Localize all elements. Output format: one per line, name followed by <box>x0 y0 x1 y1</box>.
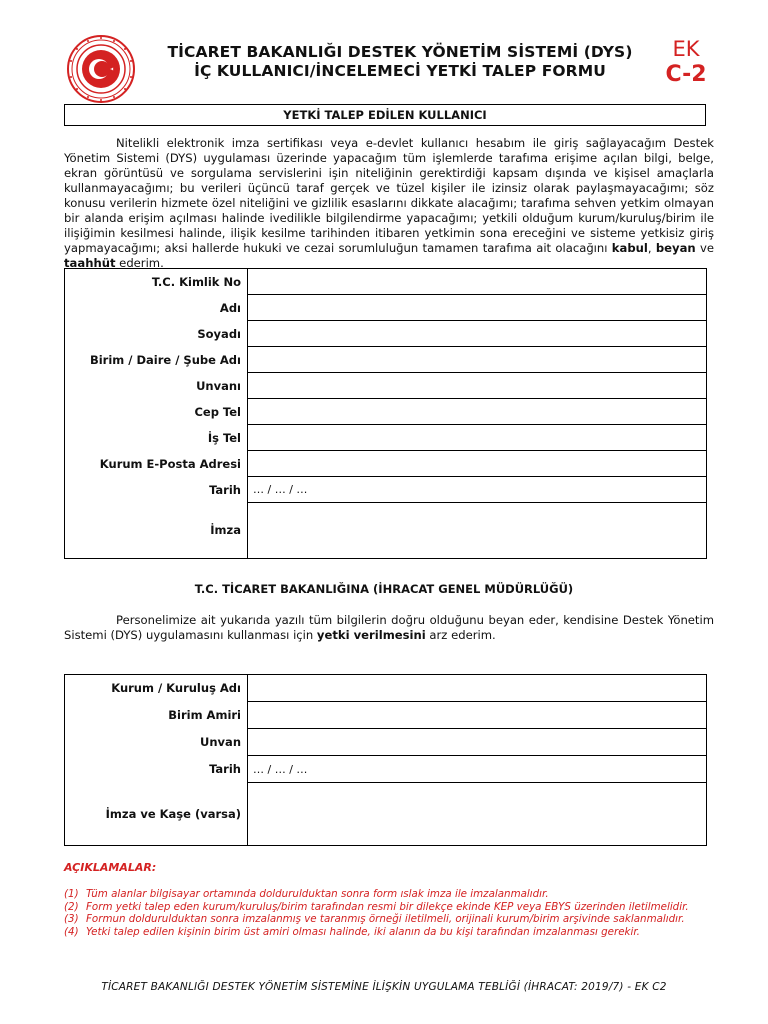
list-item <box>64 888 724 901</box>
field-row-imza <box>65 503 707 559</box>
field-label: Birim / Daire / Şube Adı <box>65 347 248 373</box>
institution-info-table <box>64 674 707 846</box>
annex-number: C-2 <box>665 62 707 87</box>
tarih-2-input[interactable]: … / … / … <box>248 756 707 783</box>
field-row-soyadi <box>65 321 707 347</box>
form-title <box>150 43 650 81</box>
keyword-beyan: beyan <box>655 241 696 255</box>
field-label: İmza <box>65 503 248 559</box>
section-title-user: YETKİ TALEP EDİLEN KULLANICI <box>64 104 706 126</box>
title-line-2: İÇ KULLANICI/İNCELEMECİ YETKİ TALEP FORMU <box>194 62 606 80</box>
adi-input[interactable] <box>248 295 707 321</box>
soyadi-input[interactable] <box>248 321 707 347</box>
field-label: Unvanı <box>65 373 248 399</box>
separator-2: ve <box>695 241 715 255</box>
field-label: Adı <box>65 295 248 321</box>
field-row-tc-kimlik <box>65 269 707 295</box>
keyword-yetki: yetki verilmesini <box>316 628 426 642</box>
cep-tel-input[interactable] <box>248 399 707 425</box>
notes-list <box>64 888 724 938</box>
field-label: Unvan <box>65 729 248 756</box>
notes-title: AÇIKLAMALAR: <box>64 861 157 874</box>
annex-code <box>656 36 716 88</box>
tarih-input[interactable]: … / … / … <box>248 477 707 503</box>
field-row-unvan <box>65 729 707 756</box>
declaration-paragraph <box>64 136 714 271</box>
list-item <box>64 913 724 926</box>
birim-input[interactable] <box>248 347 707 373</box>
imza-kase-input[interactable] <box>248 783 707 846</box>
imza-input[interactable] <box>248 503 707 559</box>
note-text: Formun doldurulduktan sonra imzalanmış ve taranmış örneği iletilmeli, orijinali kurum/birim arşivinde saklanmalıdır. <box>86 913 685 925</box>
section-title-ministry: T.C. TİCARET BAKANLIĞINA (İHRACAT GENEL MÜDÜRLÜĞÜ) <box>194 582 574 596</box>
annex-ek: EK <box>672 37 700 61</box>
declaration-tail: ederim. <box>115 256 164 270</box>
request-paragraph <box>64 613 714 643</box>
field-row-birim <box>65 347 707 373</box>
tc-kimlik-input[interactable] <box>248 269 707 295</box>
field-row-unvani <box>65 373 707 399</box>
field-row-is-tel <box>65 425 707 451</box>
request-text: Personelimize ait yukarıda yazılı tüm bilgilerin doğru olduğunu beyan eder, kendisine Destek Yönetim Sistemi (DYS) uygulamasını kullanması için <box>64 613 714 642</box>
note-text: Tüm alanlar bilgisayar ortamında doldurulduktan sonra form ıslak imza ile imzalanmalıdır. <box>86 888 549 900</box>
field-row-birim-amiri <box>65 702 707 729</box>
field-label: T.C. Kimlik No <box>65 269 248 295</box>
request-tail: arz ederim. <box>425 628 496 642</box>
unvan-input[interactable] <box>248 729 707 756</box>
ministry-seal-icon <box>66 34 136 104</box>
list-item <box>64 901 724 914</box>
kurum-input[interactable] <box>248 675 707 702</box>
list-item <box>64 926 724 939</box>
footer-text: TİCARET BAKANLIĞI DESTEK YÖNETİM SİSTEMİNE İLİŞKİN UYGULAMA TEBLİĞİ (İHRACAT: 2019/7) - EK C2 <box>101 981 667 993</box>
email-input[interactable] <box>248 451 707 477</box>
field-label: Cep Tel <box>65 399 248 425</box>
note-number: (4) <box>64 925 79 938</box>
title-line-1: TİCARET BAKANLIĞI DESTEK YÖNETİM SİSTEMİ (DYS) <box>167 43 633 61</box>
field-row-email <box>65 451 707 477</box>
field-label: Birim Amiri <box>65 702 248 729</box>
field-label: Soyadı <box>65 321 248 347</box>
field-row-kurum <box>65 675 707 702</box>
keyword-taahhut: taahhüt <box>64 256 116 270</box>
field-label: İş Tel <box>65 425 248 451</box>
field-label: İmza ve Kaşe (varsa) <box>65 783 248 846</box>
unvani-input[interactable] <box>248 373 707 399</box>
field-row-adi <box>65 295 707 321</box>
birim-amiri-input[interactable] <box>248 702 707 729</box>
field-label: Tarih <box>65 756 248 783</box>
is-tel-input[interactable] <box>248 425 707 451</box>
note-text: Yetki talep edilen kişinin birim üst amiri olması halinde, iki alanın da bu kişi tarafından imzalanması gerekir. <box>86 925 640 938</box>
field-label: Tarih <box>65 477 248 503</box>
field-row-imza-kase <box>65 783 707 846</box>
note-number: (1) <box>64 888 79 900</box>
field-label: Kurum E-Posta Adresi <box>65 451 248 477</box>
field-label: Kurum / Kuruluş Adı <box>65 675 248 702</box>
separator-1: , <box>647 241 656 255</box>
field-row-tarih-2 <box>65 756 707 783</box>
field-row-cep-tel <box>65 399 707 425</box>
keyword-kabul: kabul <box>611 241 648 255</box>
note-text: Form yetki talep eden kurum/kuruluş/birim tarafından resmi bir dilekçe ekinde KEP veya EBYS üzerinden iletilmelidir. <box>86 900 689 913</box>
note-number: (3) <box>64 913 79 925</box>
user-info-table <box>64 268 707 559</box>
declaration-text: Nitelikli elektronik imza sertifikası veya e-devlet kullanıcı hesabım ile giriş sağlayacağım Destek Yönetim Sistemi (DYS) uygulaması üzerinde yapacağım tüm işlemlerde tarafıma erişime açılan bilgi, belge, ekran görüntüsü ve sorgulama servislerini işin niteliğinin gerektirdiği kapsam dışında ve kişisel amaçlarla kullanmayacağımı; bu verileri üçüncü taraf gerçek ve tüzel kişiler ile izinsiz olarak paylaşmayacağımı; söz konusu verilerin hizmete özel niteliğini ve gizlilik esaslarını dikkate alacağımı; tarafıma sehven yetkim olmayan bir alanda erişim açılması halinde ivedilikle bilgilendirme yapacağımı; yetkili olduğum kurum/kuruluş/birim ile ilişiğimin kesilmesi halinde, ilişik kesilme tarihinden itibaren yetkimin sona ereceğini ve sisteme yetkisiz giriş yapmayacağımı; aksi hallerde hukuki ve cezai sorumluluğun tamamen tarafıma ait olacağını <box>64 136 714 255</box>
note-number: (2) <box>64 900 79 913</box>
field-row-tarih <box>65 477 707 503</box>
